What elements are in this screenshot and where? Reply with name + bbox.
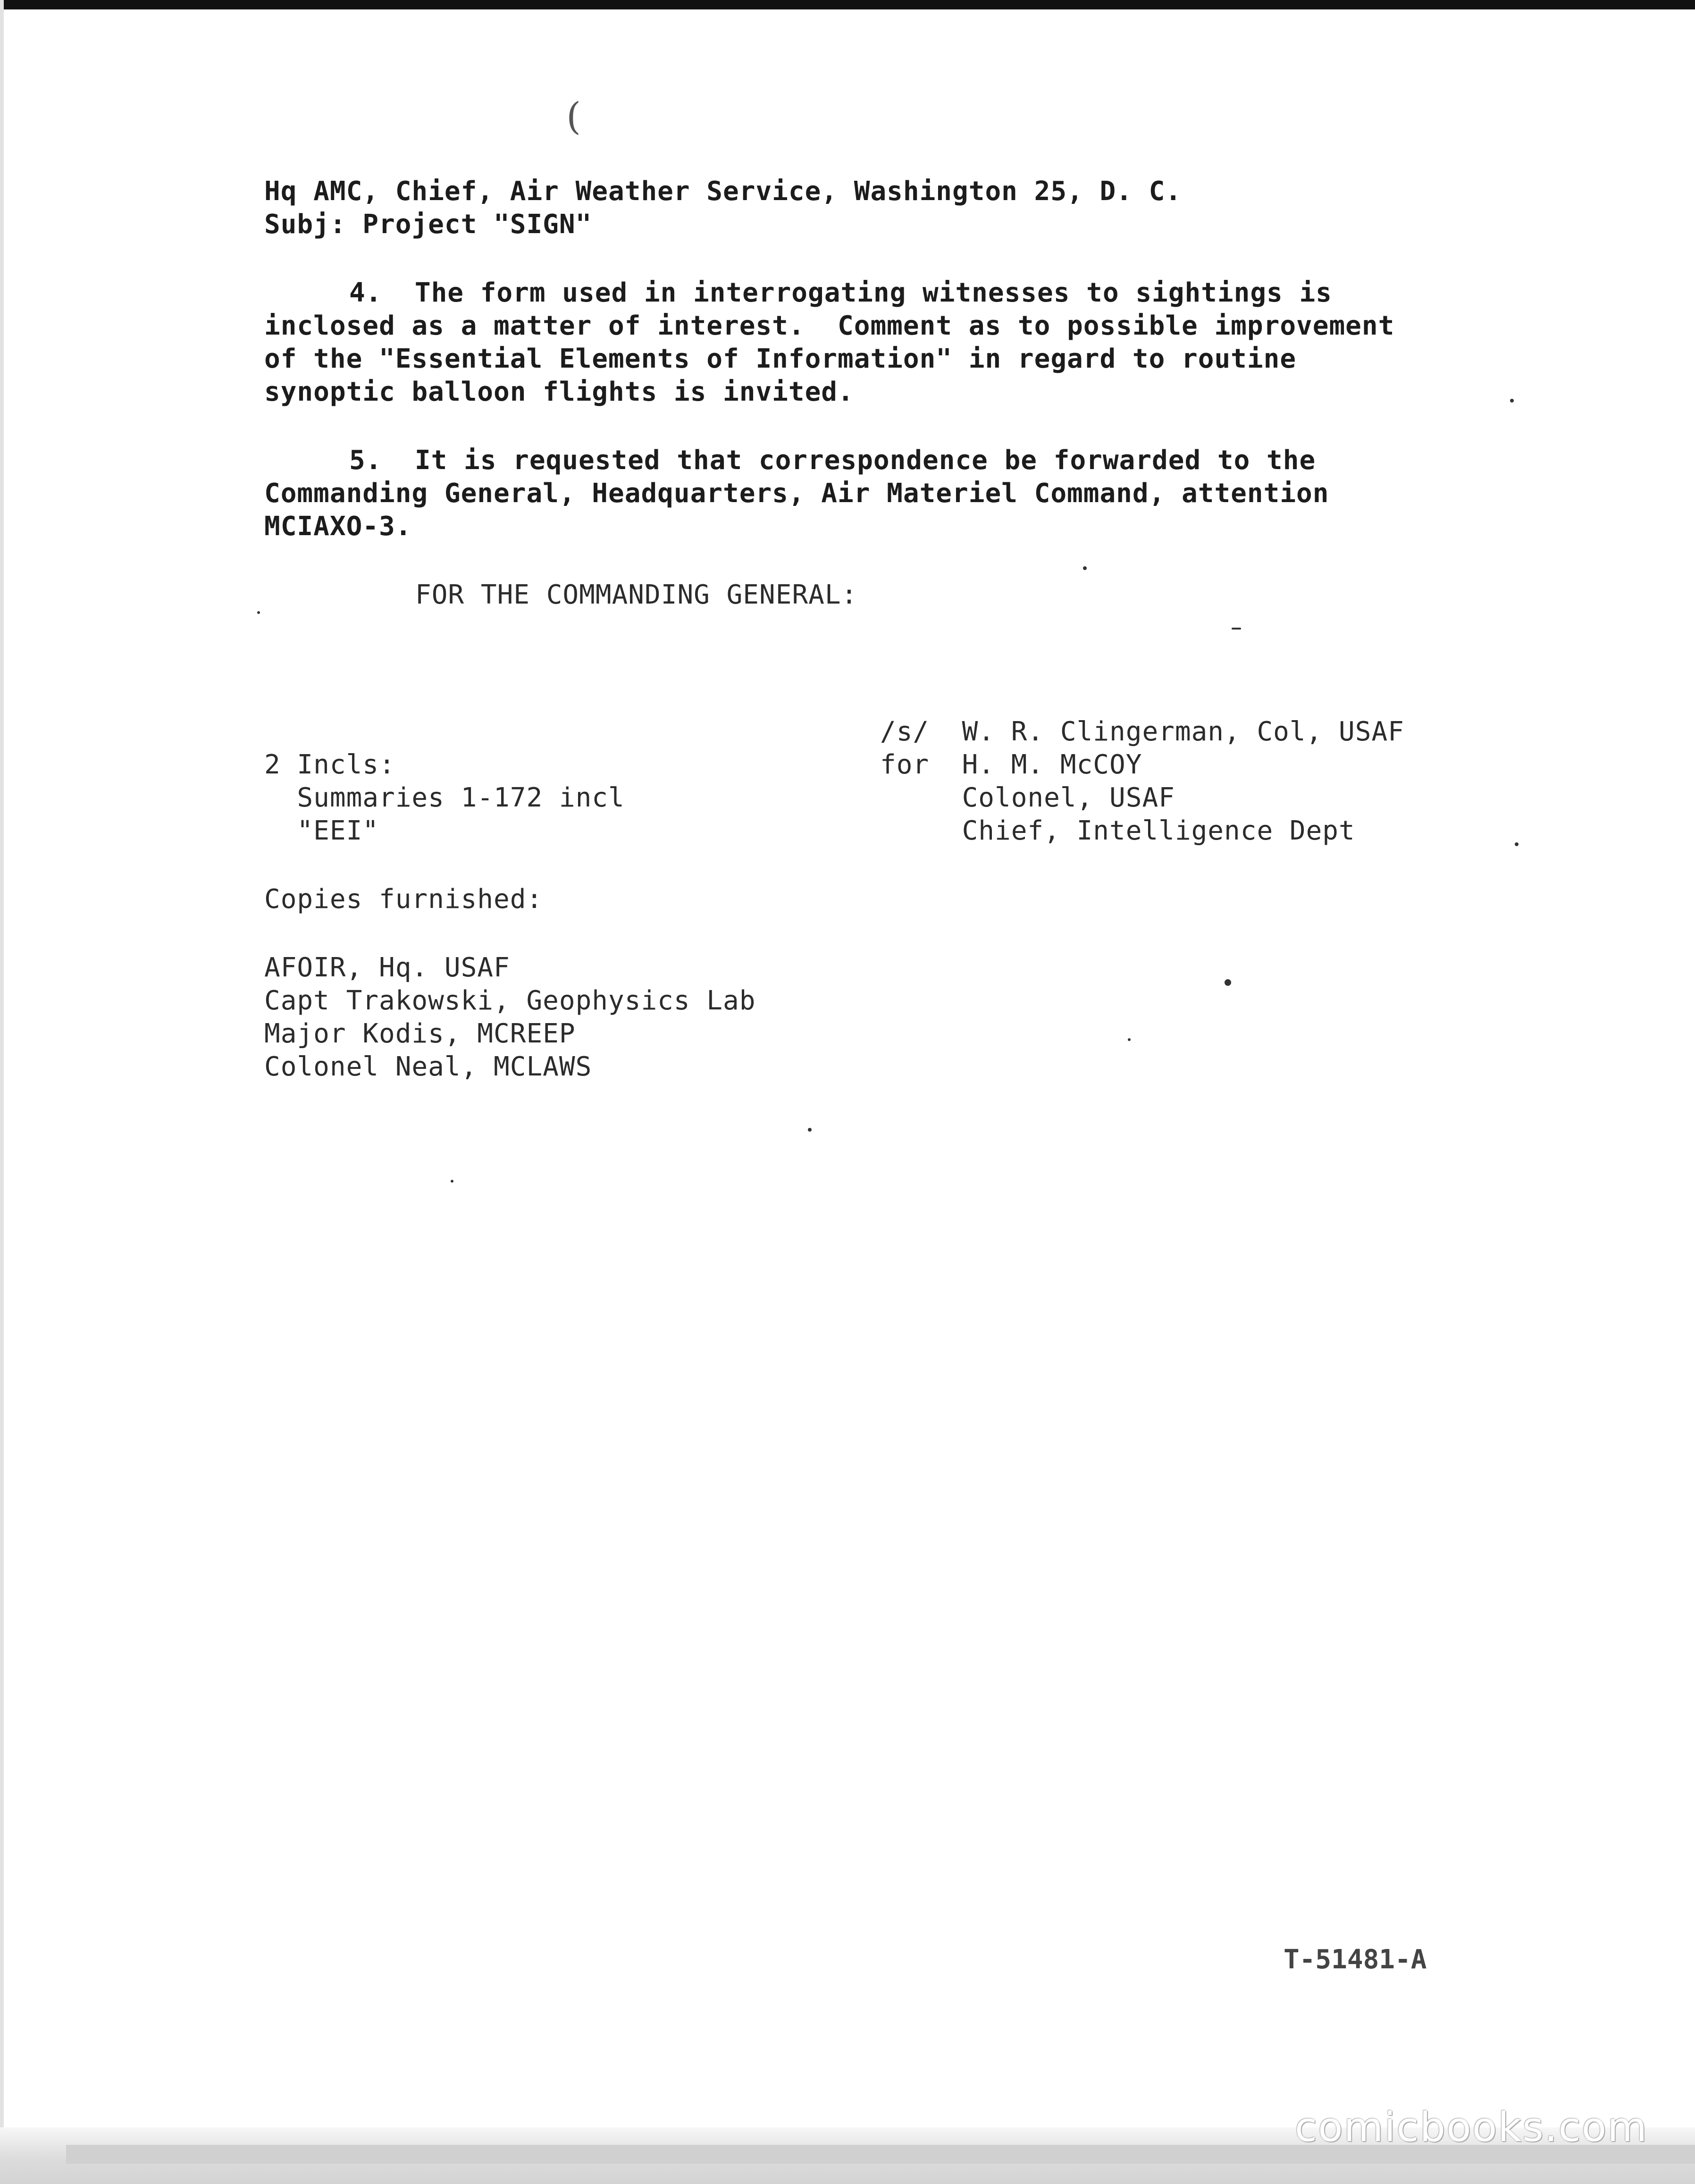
ink-speck	[1128, 1038, 1131, 1041]
paragraph-line: synoptic balloon flights is invited.	[264, 377, 854, 407]
watermark-logo: comicbooks.com	[1294, 2104, 1648, 2151]
copy-recipient: AFOIR, Hq. USAF	[264, 952, 510, 983]
copies-heading: Copies furnished:	[264, 884, 543, 915]
signature-line: for H. M. McCOY	[880, 749, 1142, 780]
ink-speck	[257, 611, 260, 614]
paragraph-line: 4. The form used in interrogating witnesses to sightings is	[349, 277, 1332, 308]
ink-speck	[1083, 566, 1087, 570]
ink-speck	[1225, 979, 1231, 986]
pen-mark: (	[566, 94, 581, 138]
ink-speck	[451, 1180, 453, 1183]
paragraph-line: MCIAXO-3.	[264, 511, 412, 542]
inclosure-line: Summaries 1-172 incl	[264, 782, 625, 813]
ink-speck	[1510, 399, 1514, 403]
paragraph-line: inclosed as a matter of interest. Comment as to possible improvement	[264, 311, 1395, 341]
paragraph-line: of the "Essential Elements of Information" in regard to routine	[264, 344, 1297, 374]
paragraph-line: 5. It is requested that correspondence be forwarded to the	[349, 445, 1316, 476]
signature-line: Colonel, USAF	[880, 782, 1175, 813]
address-line: Hq AMC, Chief, Air Weather Service, Washington 25, D. C.	[264, 176, 1182, 207]
inclosure-line: 2 Incls:	[264, 749, 395, 780]
copy-recipient: Colonel Neal, MCLAWS	[264, 1051, 592, 1082]
paragraph-line: Commanding General, Headquarters, Air Materiel Command, attention	[264, 478, 1329, 509]
ink-speck	[1232, 628, 1241, 630]
copy-recipient: Capt Trakowski, Geophysics Lab	[264, 985, 756, 1016]
ink-speck	[808, 1128, 812, 1132]
inclosure-line: "EEI"	[264, 815, 379, 846]
copy-recipient: Major Kodis, MCREEP	[264, 1018, 576, 1049]
document-number: T-51481-A	[1284, 1944, 1427, 1975]
signature-line: Chief, Intelligence Dept	[880, 815, 1355, 846]
subject-line: Subj: Project "SIGN"	[264, 209, 592, 240]
closing-line: FOR THE COMMANDING GENERAL:	[415, 580, 858, 610]
ink-speck	[1515, 842, 1519, 846]
signature-line: /s/ W. R. Clingerman, Col, USAF	[880, 716, 1404, 747]
